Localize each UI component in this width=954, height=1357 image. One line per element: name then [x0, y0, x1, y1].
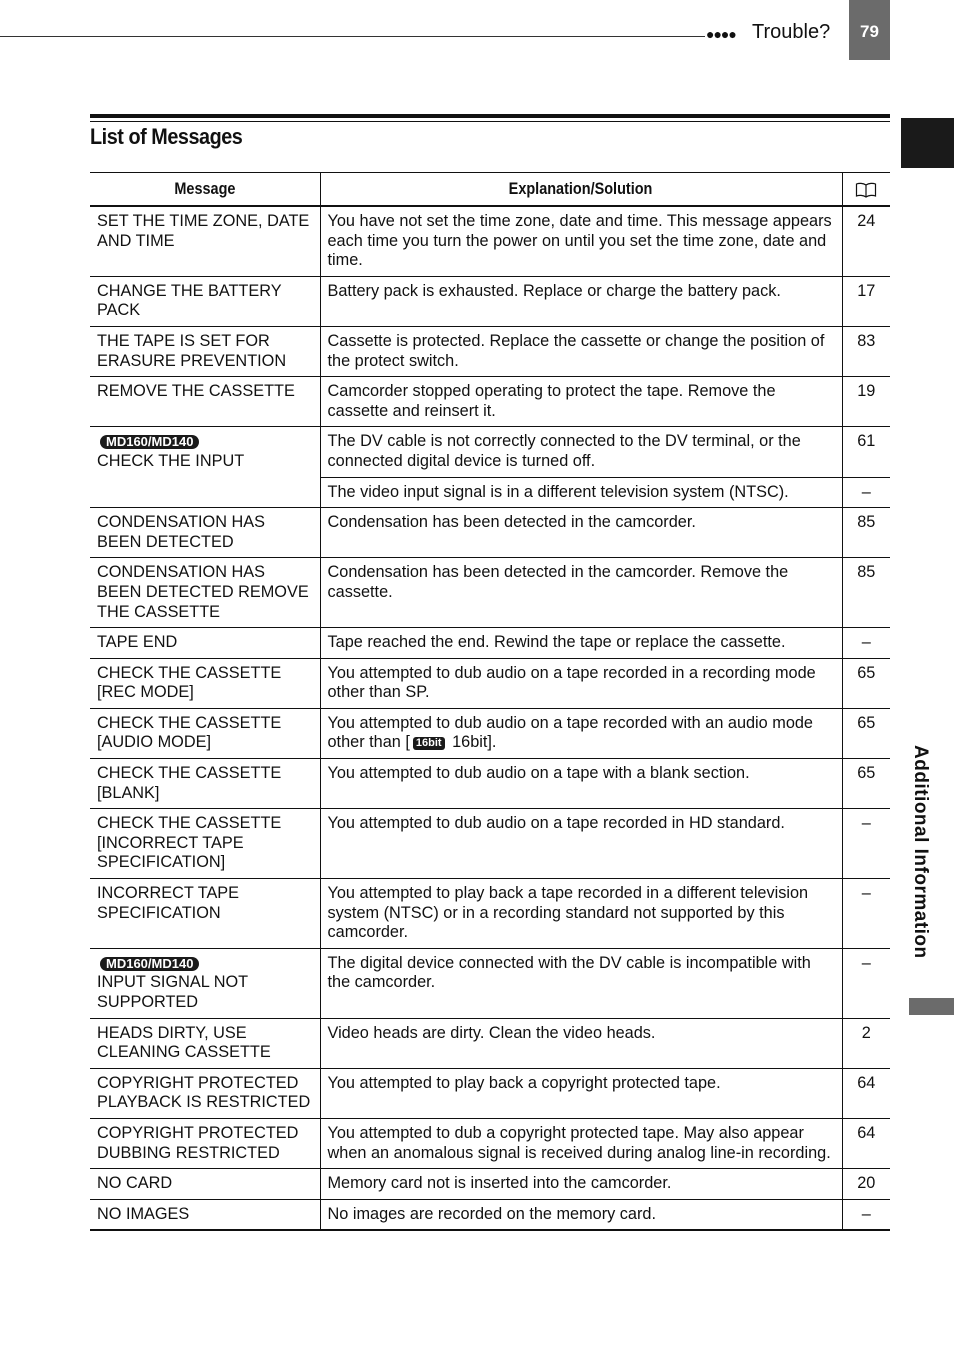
model-badge: MD160/MD140: [100, 957, 199, 971]
message-text: NO CARD: [97, 1174, 173, 1193]
explanation-cell: [320, 809, 842, 879]
table-row: [90, 948, 890, 1018]
table-row: [90, 1068, 890, 1118]
table-row: [90, 1169, 890, 1200]
explanation-text-end: 16bit].: [447, 733, 497, 752]
explanation-text: You attempted to dub audio on a tape with a blank section.: [327, 764, 750, 783]
table-row: [90, 759, 890, 809]
page-ref: 64: [842, 1118, 890, 1168]
explanation-text: Memory card not is inserted into the camcorder.: [327, 1174, 672, 1193]
explanation-text: You attempted to dub audio on a tape recorded in HD standard.: [327, 814, 785, 833]
page-ref: –: [842, 628, 890, 659]
audio-16bit-icon: 16bit: [413, 737, 445, 750]
explanation-cell: [320, 508, 842, 558]
table-row: [90, 879, 890, 949]
model-badge: MD160/MD140: [100, 435, 199, 449]
table-row: [90, 276, 890, 326]
explanation-cell: [320, 558, 842, 628]
message-text: CONDENSATION HAS BEEN DETECTED: [97, 513, 265, 551]
message-text: COPYRIGHT PROTECTED DUBBING RESTRICTED: [97, 1123, 299, 1162]
explanation-text: No images are recorded on the memory card.: [327, 1204, 656, 1223]
message-text: REMOVE THE CASSETTE: [97, 382, 295, 401]
message-text: CONDENSATION HAS BEEN DETECTED REMOVE THE CASSETTE: [97, 563, 309, 621]
explanation-text: You attempted to dub audio on a tape recorded with an audio mode other than [: [327, 713, 813, 752]
message-text: CHANGE THE BATTERY PACK: [97, 281, 282, 320]
page-ref: 85: [842, 508, 890, 558]
page-ref: 19: [842, 377, 890, 427]
explanation-cell: [320, 879, 842, 949]
page-ref: 61: [842, 427, 890, 477]
message-cell: [90, 1118, 320, 1168]
explanation-cell: [320, 628, 842, 659]
table-row: [90, 1118, 890, 1168]
explanation-cell: [320, 377, 842, 427]
message-cell: [90, 809, 320, 879]
message-cell: [90, 1199, 320, 1230]
page-ref: 65: [842, 759, 890, 809]
chapter-tab-marker: [901, 118, 954, 168]
message-cell: [90, 759, 320, 809]
explanation-cell: [320, 427, 842, 477]
explanation-cell: [320, 276, 842, 326]
message-cell: [90, 1169, 320, 1200]
message-cell: [90, 1068, 320, 1118]
header-message: Message: [90, 173, 320, 207]
message-cell: [90, 708, 320, 758]
message-cell: [90, 206, 320, 276]
message-text: HEADS DIRTY, USE CLEANING CASSETTE: [97, 1023, 271, 1062]
page-title: List of Messages: [90, 124, 243, 149]
explanation-cell: [320, 1068, 842, 1118]
explanation-text: Cassette is protected. Replace the cassette or change the position of the protect switch.: [327, 331, 825, 370]
explanation-text: The digital device connected with the DV cable is incompatible with the camcorder.: [327, 953, 811, 992]
message-text: COPYRIGHT PROTECTED PLAYBACK IS RESTRICTED: [97, 1073, 311, 1112]
table-row: [90, 809, 890, 879]
page-ref: 20: [842, 1169, 890, 1200]
explanation-text: The DV cable is not correctly connected to the DV terminal, or the connected digital device is turned off.: [327, 432, 801, 470]
table-row: [90, 427, 890, 477]
title-rule: [90, 114, 890, 118]
message-text: CHECK THE INPUT: [97, 451, 245, 470]
message-cell: [90, 276, 320, 326]
message-text: INCORRECT TAPE SPECIFICATION: [97, 884, 240, 922]
table-row: [90, 658, 890, 708]
explanation-cell: [320, 708, 842, 758]
page-ref: 65: [842, 708, 890, 758]
message-text: SET THE TIME ZONE, DATE AND TIME: [97, 212, 310, 250]
table-row: [90, 206, 890, 276]
page-ref: 65: [842, 658, 890, 708]
table-row: [90, 326, 890, 376]
explanation-cell: [320, 1199, 842, 1230]
explanation-text: You have not set the time zone, date and time. This message appears each time you turn the power on until you set the time zone, date and time.: [327, 212, 832, 270]
page-ref: –: [842, 809, 890, 879]
message-cell: [90, 628, 320, 659]
message-text: TAPE END: [97, 633, 178, 652]
explanation-text: Condensation has been detected in the camcorder.: [327, 513, 696, 532]
explanation-text: You attempted to dub a copyright protected tape. May also appear when an anomalous signal is received during analog line-in recording.: [327, 1123, 831, 1162]
page-ref: 17: [842, 276, 890, 326]
table-header-row: [90, 173, 890, 207]
explanation-text: Camcorder stopped operating to protect the tape. Remove the cassette and reinsert it.: [327, 382, 776, 420]
message-text: NO IMAGES: [97, 1204, 190, 1223]
page-number: 79: [860, 22, 879, 41]
explanation-text: You attempted to play back a copyright protected tape.: [327, 1073, 721, 1092]
page-ref: 2: [842, 1018, 890, 1068]
header-dots: ●●●●: [706, 26, 736, 42]
message-cell: [90, 1018, 320, 1068]
explanation-text: You attempted to play back a tape recorded in a different television system (NTSC) or in a recording standard not supported by this camcorder.: [327, 884, 809, 942]
title-rule-thin: [90, 121, 890, 122]
explanation-cell: [320, 759, 842, 809]
message-text: CHECK THE CASSETTE [AUDIO MODE]: [97, 713, 282, 752]
explanation-cell: [320, 1018, 842, 1068]
page-ref: –: [842, 1199, 890, 1230]
page-ref: 24: [842, 206, 890, 276]
explanation-cell: The video input signal is in a different television system (NTSC).: [320, 477, 842, 508]
table-row: [90, 1199, 890, 1230]
explanation-cell: [320, 658, 842, 708]
table-row: [90, 558, 890, 628]
message-cell: [90, 948, 320, 1018]
message-cell: [90, 508, 320, 558]
explanation-cell: [320, 1118, 842, 1168]
page-ref: 85: [842, 558, 890, 628]
explanation-text: Battery pack is exhausted. Replace or charge the battery pack.: [327, 281, 781, 300]
header-explanation: Explanation/Solution: [320, 173, 842, 207]
message-cell: [90, 377, 320, 427]
chapter-side-label: Additional Information: [910, 745, 931, 959]
section-title: Trouble?: [752, 21, 831, 43]
message-text: THE TAPE IS SET FOR ERASURE PREVENTION: [97, 331, 287, 370]
explanation-text: Tape reached the end. Rewind the tape or replace the cassette.: [327, 633, 786, 652]
page-ref: –: [842, 477, 890, 508]
explanation-text: Video heads are dirty. Clean the video heads.: [327, 1023, 656, 1042]
message-cell: [90, 326, 320, 376]
chapter-tab-bar: [909, 998, 954, 1015]
page-ref: 64: [842, 1068, 890, 1118]
message-text: CHECK THE CASSETTE [REC MODE]: [97, 663, 282, 702]
messages-table: [90, 172, 890, 1231]
message-text: CHECK THE CASSETTE [INCORRECT TAPE SPECIFICATION]: [97, 814, 282, 872]
message-text: CHECK THE CASSETTE [BLANK]: [97, 764, 282, 802]
message-text: INPUT SIGNAL NOT SUPPORTED: [97, 973, 248, 1011]
table-row: [90, 708, 890, 758]
page-ref: 83: [842, 326, 890, 376]
table-row: [90, 377, 890, 427]
message-cell: [90, 879, 320, 949]
page-ref: –: [842, 879, 890, 949]
explanation-cell: [320, 948, 842, 1018]
message-cell: [90, 558, 320, 628]
explanation-cell: [320, 1169, 842, 1200]
table-row: [90, 628, 890, 659]
explanation-text: Condensation has been detected in the camcorder. Remove the cassette.: [327, 563, 789, 601]
table-row: [90, 1018, 890, 1068]
header-rule: [0, 36, 705, 37]
page-ref: –: [842, 948, 890, 1018]
explanation-cell: [320, 326, 842, 376]
book-icon: [842, 173, 890, 207]
explanation-text: You attempted to dub audio on a tape recorded in a recording mode other than SP.: [327, 663, 816, 702]
explanation-cell: [320, 206, 842, 276]
table-row: [90, 508, 890, 558]
message-cell: [90, 658, 320, 708]
message-cell: [90, 427, 320, 508]
